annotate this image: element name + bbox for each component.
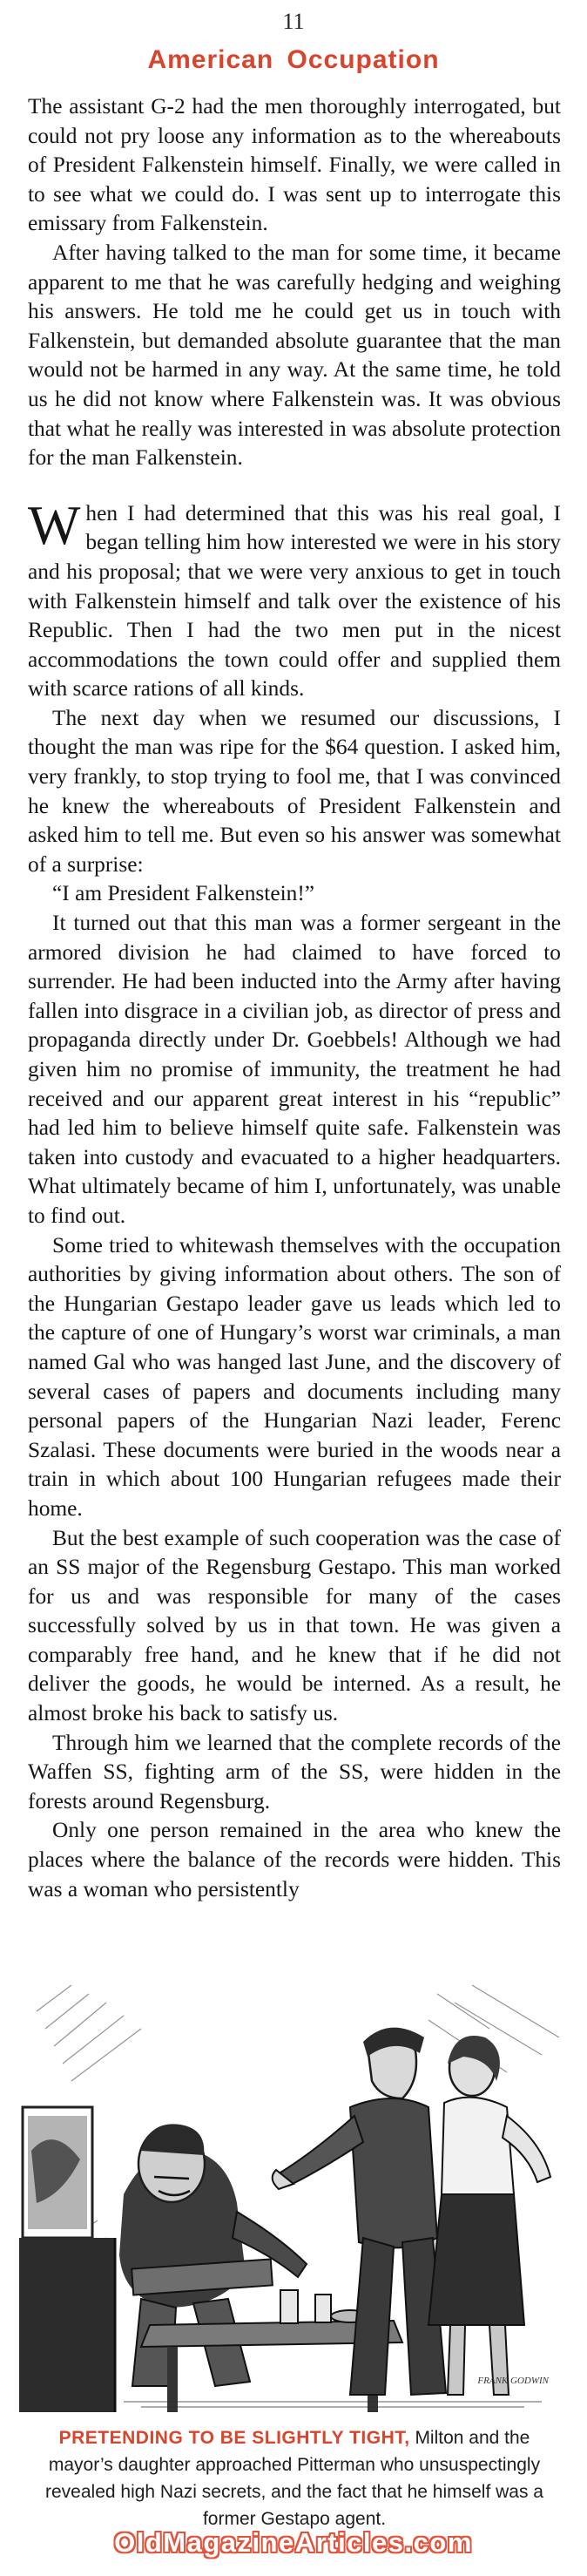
- caption-text: Milton and the mayor’s daughter approached Pitterman who unsuspectingly revealed high Nazi secrets, and the fact that he himself was a former Gestapo agent.: [45, 2428, 543, 2529]
- artist-signature: FRANK GODWIN: [477, 2376, 549, 2386]
- article-paragraph-8: But the best example of such cooperation was the case of an SS major of the Regensburg Gestapo. This man worked for us and was responsible for many of the cases successfully solved by us in that town. He was given a comparably free hand, and he knew that if he did not deliver the goods, he would be interned. As a result, he almost broke his back to satisfy us.: [28, 1525, 561, 1726]
- article-paragraph-9: Through him we learned that the complete records of the Waffen SS, fighting arm of the SS, were hidden in the forests around Regensburg.: [28, 1730, 561, 1813]
- section-title: American Occupation: [147, 45, 440, 74]
- article-paragraph-6: It turned out that this man was a former sergeant in the armored division he had claimed to have forced to surrender. He had been inducted into the Army after having fallen into disgrace in a civilian job, as director of press and propaganda directly under Dr. Goebbels! Although we had given him no promise of immunity, the treatment he had received and our apparent great interest in his “republic” had led him to believe himself quite safe. Falkenstein was taken into custody and evacuated to a higher headquarters. What ultimately became of him I, unfortunately, was unable to find out.: [28, 911, 561, 1228]
- article-paragraph-2: After having talked to the man for some time, it became apparent to me that he was carefully hedging and weighing his answers. He told me he could get us in touch with Falkenstein, but demanded absolute guarantee that the man would not be harmed in any way. At the same time, he told us he did not know where Falkenstein was. It was obvious that what he really was interested in was absolute protection for the man Falkenstein.: [28, 240, 561, 471]
- illustration-drawing: [19, 1976, 568, 2412]
- caption-lead: PRETENDING TO BE SLIGHTLY TIGHT,: [58, 2428, 410, 2448]
- article-body: [28, 92, 561, 1904]
- article-paragraph-10: Only one person remained in the area who knew the places where the balance of the records were hidden. This was a woman who persistently: [28, 1818, 561, 1901]
- illustration: [19, 1976, 568, 2412]
- site-watermark[interactable]: OldMagazineArticles.com: [114, 2527, 473, 2558]
- article-paragraph-3: [28, 493, 561, 704]
- article-paragraph-3-text: hen I had determined that this was his real goal, I began telling him how interested we were in his story and his proposal; that we were very anxious to get in touch with Falkenstein himself and talk over the existence of his Republic. Then I had the two men put in the nicest accommodations the town could offer and supplied them with scarce rations of all kinds.: [28, 500, 561, 702]
- article-quote: “I am President Falkenstein!”: [52, 881, 315, 906]
- drop-cap: W: [28, 493, 81, 556]
- page-number: 11: [282, 9, 305, 34]
- article-paragraph-4: The next day when we resumed our discussions, I thought the man was ripe for the $64 question. I asked him, very frankly, to stop trying to fool me, that I was convinced he knew the whereabouts of President Falkenstein and asked him to tell me. But even so his answer was somewhat of a surprise:: [28, 705, 561, 877]
- illustration-caption: [30, 2424, 559, 2532]
- article-paragraph-7: Some tried to whitewash themselves with the occupation authorities by giving information about others. The son of the Hungarian Gestapo leader gave us leads which led to the capture of one of Hungary’s worst war criminals, a man named Gal who was hanged last June, and the discovery of several cases of papers and documents including many personal papers of the Hungarian Nazi leader, Ferenc Szalasi. These documents were buried in the woods near a train in which about 100 Hungarian refugees made their home.: [28, 1232, 561, 1521]
- article-paragraph-1: The assistant G-2 had the men thoroughly interrogated, but could not pry loose any information as to the whereabouts of President Falkenstein himself. Finally, we were called in to see what we could do. I was sent up to interrogate this emissary from Falkenstein.: [28, 94, 561, 236]
